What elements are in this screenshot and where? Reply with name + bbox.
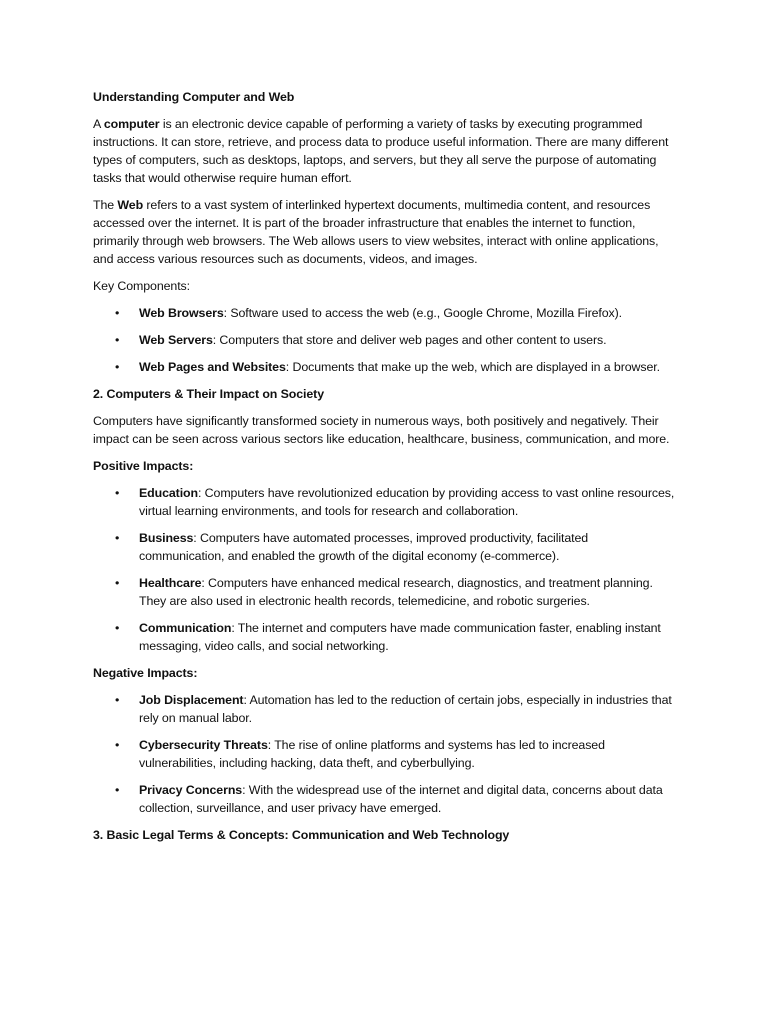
list-item bbox=[93, 529, 676, 565]
section-2-heading: 2. Computers & Their Impact on Society bbox=[93, 387, 324, 401]
list-item bbox=[93, 691, 676, 727]
bullet-icon: • bbox=[115, 486, 120, 500]
key-components-list bbox=[93, 304, 676, 376]
list-item-term: Business bbox=[139, 531, 194, 545]
list-item-text: : Computers have enhanced medical research, diagnostics, and treatment planning. They are also used in electronic health records, telemedicine, and robotic surgeries. bbox=[139, 576, 653, 608]
list-item-term: Cybersecurity Threats bbox=[139, 738, 268, 752]
list-item-term: Education bbox=[139, 486, 198, 500]
section-3-heading: 3. Basic Legal Terms & Concepts: Communication and Web Technology bbox=[93, 828, 510, 842]
page-title: Understanding Computer and Web bbox=[93, 90, 295, 104]
list-item-term: Web Pages and Websites bbox=[139, 360, 286, 374]
list-item-text: : Computers have automated processes, improved productivity, facilitated communication, and enabled the growth of the digital economy (e-commerce). bbox=[139, 531, 589, 563]
key-components-label: Key Components: bbox=[93, 279, 190, 293]
list-item-text: : Computers have revolutionized education by providing access to vast online resources, virtual learning environments, and tools for research and collaboration. bbox=[139, 486, 675, 518]
list-item bbox=[93, 304, 676, 322]
web-definition bbox=[93, 196, 676, 268]
bullet-icon: • bbox=[115, 360, 120, 374]
web-definition-pre: The bbox=[93, 198, 118, 212]
list-item-term: Privacy Concerns bbox=[139, 783, 243, 797]
section-2-intro: Computers have significantly transformed society in numerous ways, both positively and negatively. Their impact can be seen across various sectors like education, healthcare, business, communication, and more. bbox=[93, 414, 670, 446]
list-item bbox=[93, 358, 676, 376]
computer-definition bbox=[93, 115, 676, 187]
negative-impacts-heading: Negative Impacts: bbox=[93, 666, 198, 680]
bullet-icon: • bbox=[115, 333, 120, 347]
bullet-icon: • bbox=[115, 306, 120, 320]
list-item-term: Web Servers bbox=[139, 333, 213, 347]
computer-definition-pre: A bbox=[93, 117, 104, 131]
positive-impacts-list bbox=[93, 484, 676, 655]
list-item-text: : Software used to access the web (e.g., Google Chrome, Mozilla Firefox). bbox=[223, 306, 622, 320]
list-item bbox=[93, 736, 676, 772]
list-item-term: Web Browsers bbox=[139, 306, 224, 320]
positive-impacts-heading: Positive Impacts: bbox=[93, 459, 194, 473]
bullet-icon: • bbox=[115, 693, 120, 707]
web-term: Web bbox=[117, 198, 144, 212]
list-item-text: : Automation has led to the reduction of certain jobs, especially in industries that rely on manual labor. bbox=[139, 693, 672, 725]
list-item-term: Communication bbox=[139, 621, 232, 635]
list-item bbox=[93, 781, 676, 817]
list-item-text: : The rise of online platforms and systems has led to increased vulnerabilities, including hacking, data theft, and cyberbullying. bbox=[139, 738, 605, 770]
bullet-icon: • bbox=[115, 576, 120, 590]
bullet-icon: • bbox=[115, 738, 120, 752]
list-item bbox=[93, 619, 676, 655]
bullet-icon: • bbox=[115, 531, 120, 545]
bullet-icon: • bbox=[115, 621, 120, 635]
list-item-text: : Documents that make up the web, which are displayed in a browser. bbox=[285, 360, 660, 374]
list-item bbox=[93, 484, 676, 520]
list-item-text: : Computers that store and deliver web pages and other content to users. bbox=[212, 333, 607, 347]
list-item bbox=[93, 331, 676, 349]
list-item bbox=[93, 574, 676, 610]
computer-definition-text: is an electronic device capable of performing a variety of tasks by executing programmed instructions. It can store, retrieve, and process data to produce useful information. There are many different types of computers, such as desktops, laptops, and servers, but they all serve the purpose of automating tasks that would otherwise require human effort. bbox=[93, 117, 669, 185]
list-item-text: : The internet and computers have made communication faster, enabling instant messaging, video calls, and social networking. bbox=[139, 621, 661, 653]
bullet-icon: • bbox=[115, 783, 120, 797]
list-item-term: Job Displacement bbox=[139, 693, 244, 707]
negative-impacts-list bbox=[93, 691, 676, 817]
list-item-term: Healthcare bbox=[139, 576, 202, 590]
web-definition-text: refers to a vast system of interlinked hypertext documents, multimedia content, and resources accessed over the internet. It is part of the broader infrastructure that enables the internet to function, primarily through web browsers. The Web allows users to view websites, interact with online applications, and access various resources such as documents, videos, and images. bbox=[93, 198, 659, 266]
list-item-text: : With the widespread use of the internet and digital data, concerns about data collection, surveillance, and user privacy have emerged. bbox=[139, 783, 663, 815]
computer-term: computer bbox=[103, 117, 160, 131]
